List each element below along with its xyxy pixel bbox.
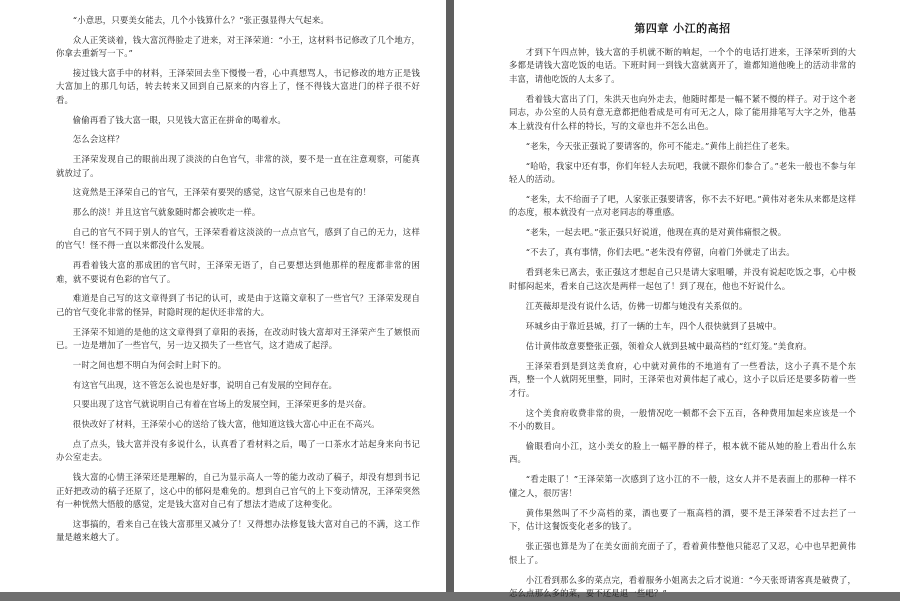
paragraph: 自己的官气不同于别人的官气，王泽荣看着这淡淡的一点点官气，感到了自己的无力，这样的官气！怪不得一直以来都没什么发展。 xyxy=(56,227,420,251)
paragraph: 难道是自己写的这文章得到了书记的认可，或是由于这篇文章积了一些官气？王泽荣发现自己的官气变化非常的怪异，时隐时现的起伏还非常的大。 xyxy=(56,293,420,317)
paragraph: 小江看到那么多的菜点完，看着服务小姐离去之后才说道：“今天张哥请客真是破费了，怎么点那么多的菜，要不还是退一些吧？” xyxy=(509,574,856,599)
left-page xyxy=(0,0,446,592)
paragraph: 江英薇却是没有说什么话，仿佛一切都与她没有关系似的。 xyxy=(525,300,748,311)
paragraph: 怎么会这样？ xyxy=(72,134,124,145)
paragraph: 估计黄伟故意要整张正强，领着众人就到县城中最高档的“红灯笼。”美食府。 xyxy=(525,340,812,351)
paragraph: “哈哈，我家中还有事，你们年轻人去玩吧，我就不跟你们参合了。”老朱一般也不参与年轻人的活动。 xyxy=(509,160,856,185)
paragraph: 这竟然是王泽荣自己的官气，王泽荣有要哭的感觉，这官气原来自己也是有的！ xyxy=(72,187,372,198)
paragraph: 接过钱大富手中的材料，王泽荣回去坐下慢慢一看，心中真想骂人，书记修改的地方正是钱大富加上的那几句话，转去转来又回到自己原来的内容上了，怪不得钱大富进门的样子很不好看。 xyxy=(56,68,420,105)
paragraph: “老朱，今天张正强说了要请客的，你可不能走。”黄伟上前拦住了老朱。 xyxy=(525,140,795,151)
page-gutter xyxy=(446,0,454,592)
paragraph: 再看着钱大富的那成团的官气时，王泽荣无语了，自己要想达到他那样的程度都非常的困难，就不要说有色彩的官气了。 xyxy=(56,260,420,284)
paragraph: 偷偷再看了钱大富一眼，只见钱大富正在拼命的喝着水。 xyxy=(72,114,286,125)
paragraph: 环城乡由于靠近县城，打了一辆的士车，四个人很快就到了县城中。 xyxy=(525,320,782,331)
paragraph: 众人正笑谈着，钱大富沉得脸走了进来，对王泽荣道：“小王，这材料书记修改了几个地方，你拿去重新写一下。” xyxy=(56,34,420,59)
paragraph: 看到老朱已离去，张正强这才想起自己只是请大家咀嚼，并没有说起吃饭之事，心中极时郁闷起来，看来自己这次是两样一起包了！到了现在，他也不好说什么。 xyxy=(509,267,856,291)
paragraph: 有这官气出现，这不管怎么说也是好事，说明自己有发展的空间存在。 xyxy=(72,379,338,390)
paragraph: “老朱，太不给面子了吧，人家张正强要请客，你不去不好吧。”黄伟对老朱从来都是这样的态度，根本就没有一点对老同志的尊重感。 xyxy=(509,194,856,218)
paragraph: 张正强也算是为了在美女面前充面子了，看着黄伟整他只能忍了又忍，心中也早把黄伟恨上了。 xyxy=(509,541,856,565)
paragraph: 那么的淡！并且这官气就象随时都会被吹走一样。 xyxy=(72,207,261,218)
paragraph: 偷眼看向小江，这小美女的脸上一幅平静的样子，根本就不能从她的脸上看出什么东西。 xyxy=(509,441,856,465)
paragraph: 黄伟果然叫了不少高档的菜，酒也要了一瓶高档的酒，要不是王泽荣看不过去拦了一下，估计这餐饭变化老多的钱了。 xyxy=(509,507,856,532)
paragraph: 一时之间也想不明白为何会时上时下的。 xyxy=(72,359,227,370)
paragraph: “小意思，只要美女能去，几个小钱算什么？”张正强显得大气起来。 xyxy=(72,15,329,25)
paragraph: 这事搞的，看来自己在钱大富那里又减分了！又得想办法修复钱大富对自己的不满，这工作量是越来越大了。 xyxy=(56,518,420,543)
paragraph: 王泽荣看到是到这美食府，心中就对黄伟的不地道有了一些看法，这小子真不是个东西，整一个人就阴死里整，同时，王泽荣也对黄伟起了戒心，这小子以后还是要多防着一些才行。 xyxy=(509,360,856,398)
paragraph: 看着钱大富出了门，朱洪天也向外走去，他随时都是一幅不紧不慢的样子。对于这个老同志，办公室的人员有意无意都把他看成是可有可无之人，除了能用排笔写大字之外，他基本上就没有什么样的特长，写的文章也并不怎么出色。 xyxy=(509,93,856,131)
paragraph: 王泽荣发现自己的眼前出现了淡淡的白色官气，非常的淡，要不是一直在注意观察，可能真就放过了。 xyxy=(56,154,420,178)
paragraph: “不去了，真有事情，你们去吧。”老朱没有停留，向着门外就走了出去。 xyxy=(525,247,795,258)
paragraph: 点了点头，钱大富并没有多说什么，认真看了看材料之后，喝了一口茶水才站起身来向书记办公室走去。 xyxy=(56,439,420,463)
paragraph: 王泽荣不知道的是他的这文章得到了章阳的表扬，在改动时钱大富却对王泽荣产生了嫉恨而已。一边是增加了一些官气，另一边又损失了一些官气，这才造成了起浮。 xyxy=(56,326,420,351)
paragraph: 钱大富的心情王泽荣还是理解的，自己为显示高人一等的能力改动了稿子，却没有想到书记正好把改动的稿子还原了，这心中的郁闷是难免的。想到自己官气的上下变动情况，王泽荣突然有一种恍然大悟般的感觉，定是钱大富对自己有了想法才造成了这种变化。 xyxy=(56,472,420,510)
paragraph: 才到下午四点钟，钱大富的手机就不断的响起，一个个的电话打进来，王泽荣听到的大多都是请钱大富吃饭的电话。下班时间一到钱大富就离开了，谁都知道他晚上的活动非常的丰富，请他吃饭的人太多了。 xyxy=(509,47,856,84)
paragraph: “老朱，一起去吧。”张正强只好说道，他现在真的是对黄伟痛恨之极。 xyxy=(525,227,787,238)
paragraph: 这个美食府收费非常的贵，一般情况吃一顿都不会下五百，各种费用加起来应该是一个不小的数目。 xyxy=(509,407,856,432)
paragraph: 很快改好了材料，王泽荣小心的送给了钱大富，他知道这钱大富心中正在不高兴。 xyxy=(72,419,380,430)
right-page xyxy=(454,0,900,599)
paragraph: 只要出现了这官气就说明自己有着在官场上的发展空间，王泽荣更多的是兴奋。 xyxy=(72,399,372,410)
paragraph: “看走眼了！”王泽荣第一次感到了这小江的不一般，这女人并不是表面上的那种一样不懂之人，很厉害！ xyxy=(509,474,856,498)
chapter-title: 第四章 小江的高招 xyxy=(634,22,731,35)
